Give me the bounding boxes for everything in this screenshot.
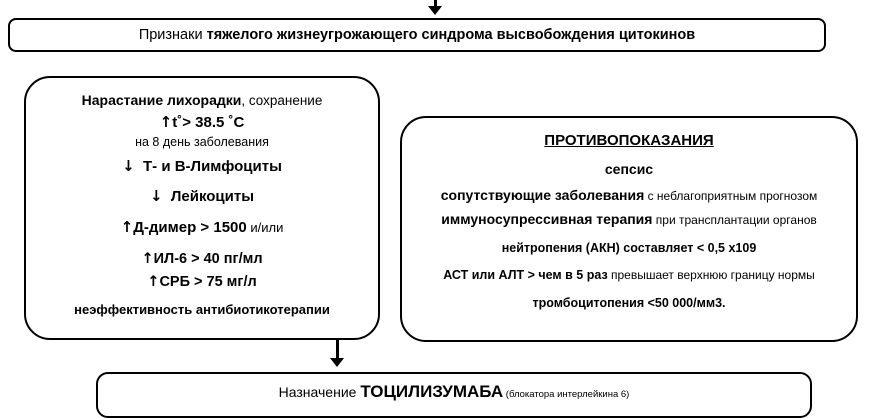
prescription-prefix: Назначение (278, 384, 361, 400)
criteria-leukocytes-row (34, 187, 370, 206)
top-banner-prefix: Признаки (138, 27, 207, 43)
contra-immuno-bold: иммуносупрессивная терапия (441, 211, 653, 227)
criteria-ddimer-row (34, 218, 370, 237)
criteria-lymphocytes-text: Т- и В-Лимфоциты (143, 158, 282, 176)
top-banner-box (8, 18, 826, 52)
contra-comorbid-thin: с неблагоприятным прогнозом (644, 188, 818, 203)
criteria-fever-bold: Нарастание лихорадки (81, 92, 242, 108)
contra-immuno-row (412, 211, 846, 229)
criteria-crp-row (34, 273, 370, 292)
prescription-box (96, 372, 812, 418)
contra-thrombocytopenia-row: тромбоцитопения <50 000/мм3. (532, 295, 726, 310)
criteria-ddimer-thin: и/или (246, 220, 284, 236)
prescription-note: (блокатора интерлейкина 6) (503, 389, 630, 400)
criteria-day-row: на 8 день заболевания (135, 135, 269, 150)
contra-comorbid-row (412, 187, 846, 205)
arrow-up-icon-3: ↑ (141, 250, 154, 267)
criteria-lymphocytes-row (34, 157, 370, 176)
criteria-leukocytes-text: Лейкоциты (170, 188, 255, 206)
contra-liver-row (412, 268, 846, 284)
contraindications-title: ПРОТИВОПОКАЗАНИЯ (544, 132, 714, 149)
criteria-antibiotics-row: неэффективность антибиотикотерапии (74, 301, 330, 317)
criteria-fever-rest: , сохранение (241, 93, 323, 108)
arrow-head-bottom-icon (330, 358, 344, 367)
top-banner-text (139, 27, 695, 43)
criteria-il6-row (34, 250, 370, 269)
prescription-drug: ТОЦИЛИЗУМАБА (360, 382, 504, 401)
contra-sepsis-row: сепсис (604, 161, 654, 177)
criteria-box (24, 76, 380, 340)
criteria-ddimer-bold: Д-димер > 1500 (133, 219, 247, 237)
arrow-head-top-icon (428, 6, 442, 15)
prescription-text (279, 382, 630, 402)
contra-liver-bold: АСТ или АЛТ > чем в 5 раз (443, 268, 608, 283)
criteria-crp-text: СРБ > 75 мг/л (159, 274, 257, 291)
criteria-fever-row (34, 92, 370, 110)
arrow-up-icon-2: ↑ (120, 218, 134, 237)
contra-comorbid-bold: сопутствующие заболевания (440, 186, 645, 203)
contra-liver-thin: превышает верхнюю границу нормы (607, 268, 815, 283)
arrow-down-icon: ↓ (122, 157, 135, 176)
criteria-temperature-row (34, 113, 370, 132)
arrow-down-icon-2: ↓ (149, 187, 163, 206)
contra-immuno-thin: при трансплантации органов (652, 213, 817, 227)
arrow-up-icon: ↑ (159, 112, 173, 131)
criteria-temperature-text: t˚> 38.5 ˚С (172, 113, 245, 131)
contraindications-box (400, 116, 858, 342)
arrow-up-icon-4: ↑ (147, 274, 160, 291)
criteria-il6-text: ИЛ-6 > 40 пг/мл (153, 250, 263, 267)
top-banner-bold: тяжелого жизнеугрожающего синдрома высвобождения цитокинов (206, 27, 696, 43)
contra-neutropenia-row: нейтропения (АКН) составляет < 0,5 х109 (501, 240, 757, 255)
